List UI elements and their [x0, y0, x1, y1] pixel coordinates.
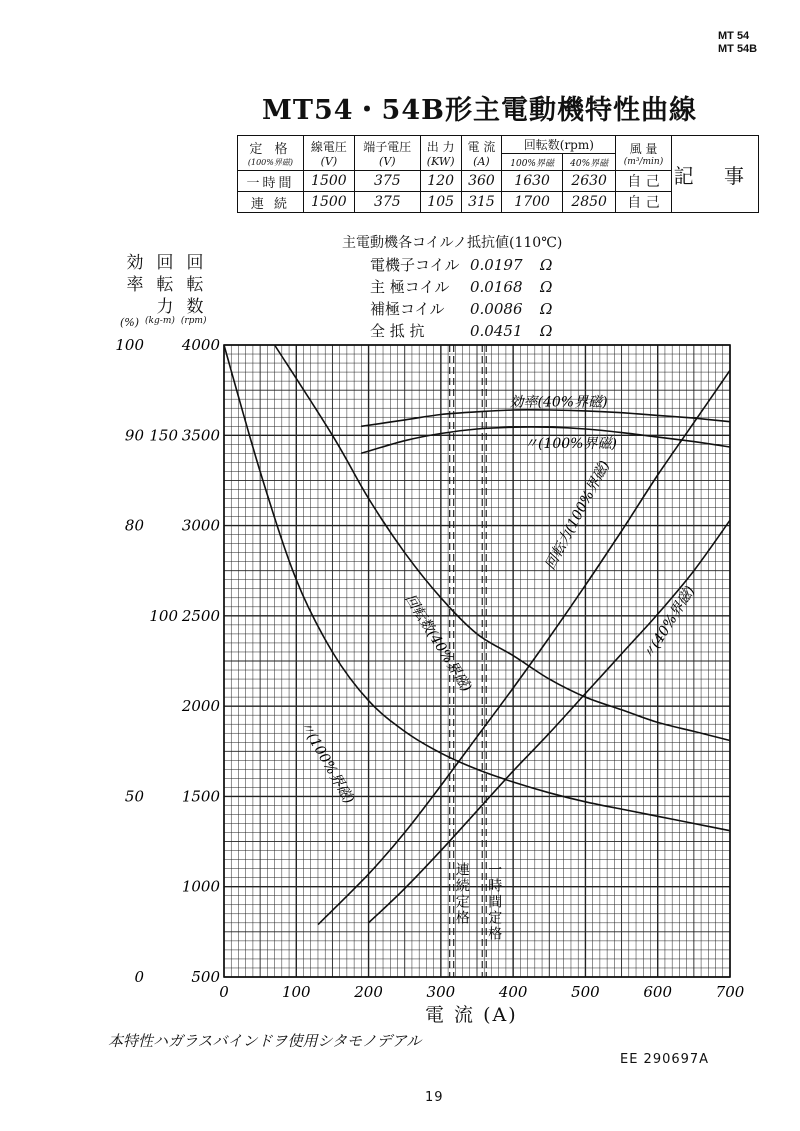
- speed-tick-label: 3500: [181, 426, 220, 445]
- rating-header-label: 定 格: [249, 142, 292, 157]
- rating-header-sub: (100%界磁): [247, 158, 293, 167]
- efficiency-axis-unit: (%): [120, 316, 140, 329]
- table-cell: 1630: [502, 171, 563, 192]
- page-title: MT54・54B形主電動機特性曲線: [262, 95, 697, 126]
- speed-40-curve: [275, 345, 730, 741]
- speed-tick-label: 2000: [181, 697, 220, 716]
- table-cell: 120: [420, 171, 461, 192]
- table-cell: 2850: [562, 192, 615, 213]
- resistance-unit: Ω: [540, 256, 553, 274]
- table-cell: 2630: [562, 171, 615, 192]
- resistance-value: 0.0086: [470, 300, 523, 318]
- col-label: 電 流: [467, 140, 496, 154]
- speed-axis-unit: (rpm): [180, 316, 207, 326]
- series-label: 回転数(40%界磁): [401, 591, 475, 695]
- model-code-line: MT 54B: [718, 43, 758, 55]
- efficiency-tick-label: 80: [124, 516, 144, 535]
- col-label: 線電圧: [310, 140, 347, 154]
- col-unit: (V): [379, 155, 396, 168]
- efficiency-tick-label: 0: [134, 968, 144, 986]
- x-tick-label: 0: [219, 983, 229, 1001]
- series-label: 〃(100%界磁): [523, 435, 617, 452]
- x-tick-label: 100: [281, 983, 311, 1001]
- col-label: 出 力: [426, 140, 455, 154]
- speed-tick-label: 500: [191, 968, 220, 986]
- x-axis-label: 電 流 (A): [425, 1004, 518, 1026]
- table-cell: 105: [420, 192, 461, 213]
- col-label: 端子電圧: [363, 140, 412, 154]
- x-tick-label: 500: [571, 983, 600, 1001]
- air-unit: (m³/min): [623, 156, 664, 167]
- x-tick-label: 700: [715, 983, 745, 1001]
- table-cell: 375: [354, 192, 420, 213]
- air-label: 風 量: [629, 141, 658, 156]
- footnote: 本特性ハガラスバインドヲ使用シタモノデアル: [108, 1032, 422, 1050]
- resistance-name: 主 極コイル: [370, 278, 450, 296]
- torque-axis-unit: (kg-m): [145, 316, 175, 326]
- table-cell: 自 己: [616, 171, 671, 192]
- rated-current-label: 一時間定格: [486, 862, 503, 942]
- table-cell: 1700: [502, 192, 563, 213]
- speed-tick-label: 1000: [181, 877, 220, 896]
- resistance-value: 0.0168: [470, 278, 523, 296]
- speed-tick-label: 2500: [181, 606, 220, 625]
- series-label: 回転力(100%界磁): [542, 458, 614, 573]
- torque-axis-label: 回 転 力: [156, 253, 174, 317]
- row-label: 連 続: [238, 192, 304, 213]
- efficiency-40-curve: [361, 410, 730, 426]
- speed-sub: 40%界磁: [562, 154, 615, 171]
- table-cell: 1500: [303, 192, 354, 213]
- efficiency-tick-label: 100: [115, 336, 144, 354]
- speed-header: 回転数(rpm): [502, 136, 616, 154]
- resistance-name: 補極コイル: [370, 300, 445, 318]
- table-cell: 360: [461, 171, 502, 192]
- doc-number: EE 290697A: [620, 1052, 710, 1067]
- speed-sub: 100%界磁: [502, 154, 563, 171]
- resistance-unit: Ω: [540, 322, 553, 340]
- efficiency-tick-label: 90: [124, 426, 144, 445]
- resistance-unit: Ω: [540, 278, 553, 296]
- torque-tick-label: 150: [149, 426, 178, 445]
- model-code-line: MT 54: [718, 30, 750, 42]
- resistance-value: 0.0197: [470, 256, 523, 274]
- speed-tick-label: 4000: [181, 336, 220, 354]
- x-tick-label: 200: [354, 983, 383, 1001]
- x-tick-label: 400: [498, 983, 528, 1001]
- resistance-value: 0.0451: [470, 322, 523, 340]
- torque-tick-label: 100: [149, 606, 178, 625]
- efficiency-tick-label: 50: [124, 787, 144, 806]
- page-number: 19: [425, 1090, 444, 1105]
- x-tick-label: 600: [643, 983, 673, 1001]
- x-tick-label: 300: [426, 983, 456, 1001]
- table-cell: 1500: [303, 171, 354, 192]
- resistance-name: 全 抵 抗: [370, 322, 425, 340]
- col-unit: (V): [320, 155, 338, 168]
- table-cell: 自 己: [616, 192, 671, 213]
- col-unit: (A): [473, 155, 490, 168]
- speed-tick-label: 1500: [181, 787, 220, 806]
- table-cell: 375: [354, 171, 420, 192]
- table-cell: 315: [461, 192, 502, 213]
- series-label: 効率(40%界磁): [509, 394, 608, 411]
- speed-axis-label: 回 転 数: [186, 253, 204, 317]
- resistance-name: 電機子コイル: [370, 256, 460, 274]
- speed-tick-label: 3000: [181, 516, 220, 535]
- series-label: 〃(100%界磁): [296, 718, 357, 807]
- row-label: 一時間: [238, 171, 304, 192]
- rated-current-label: 連続定格: [453, 862, 470, 926]
- remark-header: 記 事: [671, 136, 758, 213]
- resistance-heading: 主電動機各コイルノ抵抗値(110℃): [342, 235, 563, 251]
- series-label: 〃(40%界磁): [640, 583, 699, 664]
- efficiency-axis-label: 効 率: [126, 253, 144, 295]
- col-unit: (KW): [426, 155, 455, 168]
- resistance-unit: Ω: [540, 300, 553, 318]
